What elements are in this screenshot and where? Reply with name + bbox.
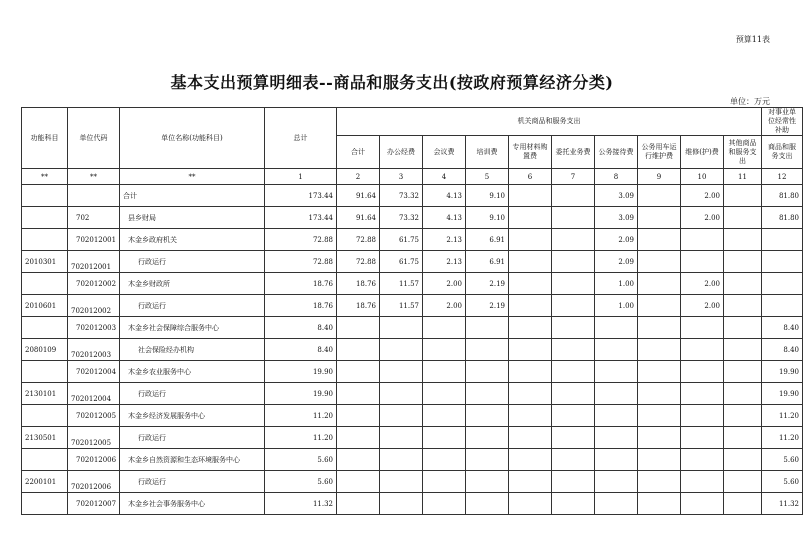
value-cell: 2.09 <box>595 251 638 273</box>
value-cell: 18.76 <box>337 295 380 317</box>
value-cell <box>337 493 380 515</box>
value-cell <box>681 229 724 251</box>
value-cell <box>724 449 762 471</box>
unit-code-cell: 702012006 <box>68 471 120 493</box>
value-cell <box>681 383 724 405</box>
header-sub: 专用材料购置费 <box>509 136 552 169</box>
index-cell: 4 <box>423 169 466 185</box>
unit-code-cell: 702012002 <box>68 295 120 317</box>
value-cell: 9.10 <box>466 207 509 229</box>
unit-code-cell: 702012006 <box>68 449 120 471</box>
header-sub: 办公经费 <box>380 136 423 169</box>
value-cell <box>509 295 552 317</box>
value-cell: 19.90 <box>762 361 803 383</box>
index-cell: 7 <box>552 169 595 185</box>
value-cell <box>423 383 466 405</box>
header-sub: 合计 <box>337 136 380 169</box>
value-cell <box>762 251 803 273</box>
value-cell <box>552 383 595 405</box>
table-row <box>22 251 803 273</box>
table-row <box>22 471 803 493</box>
value-cell: 4.13 <box>423 185 466 207</box>
value-cell <box>595 493 638 515</box>
total-cell: 72.88 <box>265 251 337 273</box>
value-cell <box>552 493 595 515</box>
value-cell <box>681 427 724 449</box>
func-code-cell: 2130101 <box>22 383 68 405</box>
index-cell: 12 <box>762 169 803 185</box>
unit-name-cell: 木金乡农业服务中心 <box>120 361 265 383</box>
table-row <box>22 207 803 229</box>
value-cell <box>337 361 380 383</box>
value-cell <box>681 471 724 493</box>
value-cell <box>380 449 423 471</box>
table-row <box>22 493 803 515</box>
value-cell <box>638 427 681 449</box>
table-row <box>22 229 803 251</box>
value-cell <box>724 339 762 361</box>
value-cell: 3.09 <box>595 207 638 229</box>
header-total: 总计 <box>265 108 337 169</box>
total-cell: 11.20 <box>265 427 337 449</box>
value-cell <box>681 251 724 273</box>
table-row <box>22 273 803 295</box>
value-cell <box>466 449 509 471</box>
value-cell <box>552 229 595 251</box>
unit-code-cell: 702 <box>68 207 120 229</box>
unit-code-cell: 702012005 <box>68 405 120 427</box>
unit-code-cell: 702012004 <box>68 383 120 405</box>
table-row <box>22 317 803 339</box>
header-sub: 会议费 <box>423 136 466 169</box>
value-cell <box>681 405 724 427</box>
unit-code-cell: 702012001 <box>68 229 120 251</box>
page-title: 基本支出预算明细表--商品和服务支出(按政府预算经济分类) <box>170 73 614 92</box>
table-row <box>22 339 803 361</box>
value-cell <box>466 317 509 339</box>
value-cell <box>724 185 762 207</box>
value-cell: 11.57 <box>380 273 423 295</box>
value-cell <box>552 251 595 273</box>
value-cell: 61.75 <box>380 251 423 273</box>
table-row <box>22 405 803 427</box>
total-cell: 19.90 <box>265 383 337 405</box>
value-cell <box>509 185 552 207</box>
index-cell: 1 <box>265 169 337 185</box>
value-cell <box>423 493 466 515</box>
unit-name-cell: 县乡财局 <box>120 207 265 229</box>
value-cell: 11.20 <box>762 405 803 427</box>
unit-name-cell: 合计 <box>120 185 265 207</box>
value-cell <box>423 471 466 493</box>
value-cell <box>724 361 762 383</box>
value-cell: 1.00 <box>595 273 638 295</box>
total-cell: 8.40 <box>265 317 337 339</box>
func-code-cell: 2080109 <box>22 339 68 361</box>
value-cell <box>595 317 638 339</box>
unit-name-cell: 木金乡财政所 <box>120 273 265 295</box>
value-cell: 2.19 <box>466 295 509 317</box>
value-cell <box>509 383 552 405</box>
value-cell: 2.00 <box>681 273 724 295</box>
value-cell <box>552 427 595 449</box>
total-cell: 19.90 <box>265 361 337 383</box>
unit-label: 单位：万元 <box>730 97 770 106</box>
value-cell <box>509 207 552 229</box>
unit-name-cell: 行政运行 <box>120 471 265 493</box>
table-row <box>22 185 803 207</box>
value-cell: 81.80 <box>762 207 803 229</box>
value-cell <box>724 229 762 251</box>
value-cell <box>466 493 509 515</box>
func-code-cell <box>22 493 68 515</box>
value-cell <box>638 339 681 361</box>
value-cell <box>509 405 552 427</box>
value-cell <box>638 405 681 427</box>
header-group-org-services: 机关商品和服务支出 <box>337 108 762 136</box>
value-cell: 1.00 <box>595 295 638 317</box>
value-cell: 73.32 <box>380 185 423 207</box>
value-cell <box>423 449 466 471</box>
value-cell <box>509 361 552 383</box>
func-code-cell: 2010601 <box>22 295 68 317</box>
value-cell: 2.19 <box>466 273 509 295</box>
value-cell <box>681 339 724 361</box>
value-cell: 2.00 <box>681 207 724 229</box>
index-cell: 2 <box>337 169 380 185</box>
value-cell <box>552 361 595 383</box>
value-cell <box>724 251 762 273</box>
value-cell <box>380 493 423 515</box>
unit-code-cell: 702012005 <box>68 427 120 449</box>
value-cell <box>509 493 552 515</box>
value-cell <box>724 471 762 493</box>
value-cell <box>681 361 724 383</box>
unit-code-cell: 702012007 <box>68 493 120 515</box>
value-cell <box>638 229 681 251</box>
value-cell <box>423 405 466 427</box>
value-cell <box>552 405 595 427</box>
value-cell: 8.40 <box>762 317 803 339</box>
func-code-cell <box>22 185 68 207</box>
index-cell: 8 <box>595 169 638 185</box>
total-cell: 72.88 <box>265 229 337 251</box>
total-cell: 11.32 <box>265 493 337 515</box>
value-cell <box>724 405 762 427</box>
index-cell: 10 <box>681 169 724 185</box>
value-cell <box>681 449 724 471</box>
index-cell: 3 <box>380 169 423 185</box>
value-cell: 2.13 <box>423 251 466 273</box>
value-cell: 3.09 <box>595 185 638 207</box>
table-row <box>22 449 803 471</box>
value-cell: 2.00 <box>423 273 466 295</box>
total-cell: 5.60 <box>265 449 337 471</box>
value-cell <box>724 317 762 339</box>
value-cell <box>466 383 509 405</box>
value-cell <box>380 361 423 383</box>
value-cell <box>423 317 466 339</box>
index-cell: ** <box>68 169 120 185</box>
unit-code-cell: 702012003 <box>68 317 120 339</box>
value-cell <box>724 427 762 449</box>
value-cell <box>595 405 638 427</box>
value-cell: 6.91 <box>466 229 509 251</box>
value-cell <box>552 273 595 295</box>
value-cell <box>337 317 380 339</box>
value-cell <box>638 251 681 273</box>
index-cell: 6 <box>509 169 552 185</box>
value-cell <box>724 493 762 515</box>
table-row <box>22 295 803 317</box>
table-row <box>22 383 803 405</box>
unit-code-cell: 702012001 <box>68 251 120 273</box>
value-cell <box>595 383 638 405</box>
value-cell <box>337 471 380 493</box>
unit-name-cell: 木金乡社会保障综合服务中心 <box>120 317 265 339</box>
value-cell: 8.40 <box>762 339 803 361</box>
unit-name-cell: 社会保险经办机构 <box>120 339 265 361</box>
func-code-cell <box>22 207 68 229</box>
value-cell: 5.60 <box>762 449 803 471</box>
value-cell <box>638 317 681 339</box>
value-cell <box>552 339 595 361</box>
value-cell <box>337 339 380 361</box>
header-unit-code: 单位代码 <box>68 108 120 169</box>
table-row <box>22 427 803 449</box>
header-sub: 公务用车运行维护费 <box>638 136 681 169</box>
unit-code-cell: 702012004 <box>68 361 120 383</box>
value-cell <box>380 405 423 427</box>
value-cell <box>380 383 423 405</box>
value-cell <box>595 339 638 361</box>
value-cell <box>762 295 803 317</box>
value-cell: 2.00 <box>681 295 724 317</box>
value-cell <box>595 471 638 493</box>
value-cell <box>638 273 681 295</box>
value-cell: 6.91 <box>466 251 509 273</box>
func-code-cell: 2200101 <box>22 471 68 493</box>
func-code-cell <box>22 405 68 427</box>
total-cell: 18.76 <box>265 273 337 295</box>
header-sub: 维修(护)费 <box>681 136 724 169</box>
unit-code-cell: 702012003 <box>68 339 120 361</box>
value-cell <box>638 361 681 383</box>
value-cell <box>466 339 509 361</box>
total-cell: 18.76 <box>265 295 337 317</box>
value-cell: 11.57 <box>380 295 423 317</box>
value-cell <box>638 493 681 515</box>
value-cell <box>337 449 380 471</box>
total-cell: 8.40 <box>265 339 337 361</box>
value-cell <box>638 383 681 405</box>
value-cell <box>466 471 509 493</box>
value-cell <box>638 449 681 471</box>
value-cell: 91.64 <box>337 185 380 207</box>
value-cell <box>380 317 423 339</box>
unit-name-cell: 木金乡经济发展服务中心 <box>120 405 265 427</box>
value-cell: 9.10 <box>466 185 509 207</box>
value-cell <box>638 471 681 493</box>
index-cell: 11 <box>724 169 762 185</box>
unit-name-cell: 行政运行 <box>120 383 265 405</box>
value-cell <box>466 405 509 427</box>
unit-name-cell: 行政运行 <box>120 427 265 449</box>
value-cell: 72.88 <box>337 229 380 251</box>
value-cell: 81.80 <box>762 185 803 207</box>
value-cell: 2.13 <box>423 229 466 251</box>
value-cell: 18.76 <box>337 273 380 295</box>
value-cell: 61.75 <box>380 229 423 251</box>
value-cell: 2.00 <box>423 295 466 317</box>
value-cell <box>552 207 595 229</box>
value-cell <box>509 251 552 273</box>
value-cell <box>552 185 595 207</box>
value-cell <box>380 339 423 361</box>
value-cell <box>724 273 762 295</box>
func-code-cell <box>22 317 68 339</box>
value-cell <box>509 339 552 361</box>
unit-name-cell: 木金乡政府机关 <box>120 229 265 251</box>
unit-code-cell <box>68 185 120 207</box>
unit-name-cell: 行政运行 <box>120 295 265 317</box>
header-sub: 委托业务费 <box>552 136 595 169</box>
value-cell <box>509 427 552 449</box>
value-cell: 72.88 <box>337 251 380 273</box>
value-cell: 11.20 <box>762 427 803 449</box>
value-cell <box>638 185 681 207</box>
value-cell <box>466 361 509 383</box>
value-cell <box>509 317 552 339</box>
total-cell: 173.44 <box>265 185 337 207</box>
unit-name-cell: 行政运行 <box>120 251 265 273</box>
value-cell: 4.13 <box>423 207 466 229</box>
value-cell <box>509 273 552 295</box>
value-cell <box>724 207 762 229</box>
value-cell <box>423 427 466 449</box>
value-cell <box>552 295 595 317</box>
func-code-cell <box>22 449 68 471</box>
func-code-cell <box>22 361 68 383</box>
func-code-cell <box>22 229 68 251</box>
form-number-tag: 预算11表 <box>735 35 770 44</box>
total-cell: 11.20 <box>265 405 337 427</box>
value-cell: 5.60 <box>762 471 803 493</box>
value-cell <box>337 405 380 427</box>
header-sub: 培训费 <box>466 136 509 169</box>
value-cell <box>595 427 638 449</box>
value-cell <box>423 361 466 383</box>
func-code-cell: 2010301 <box>22 251 68 273</box>
value-cell: 2.09 <box>595 229 638 251</box>
value-cell: 19.90 <box>762 383 803 405</box>
func-code-cell: 2130501 <box>22 427 68 449</box>
value-cell <box>552 317 595 339</box>
value-cell <box>380 427 423 449</box>
value-cell <box>595 449 638 471</box>
total-cell: 5.60 <box>265 471 337 493</box>
value-cell: 91.64 <box>337 207 380 229</box>
header-sub: 其他商品和服务支出 <box>724 136 762 169</box>
table-row <box>22 361 803 383</box>
header-extra-subsidy: 对事业单位经常性补助 <box>762 108 803 136</box>
value-cell: 2.00 <box>681 185 724 207</box>
func-code-cell <box>22 273 68 295</box>
unit-name-cell: 木金乡自然资源和生态环境服务中心 <box>120 449 265 471</box>
value-cell <box>681 317 724 339</box>
value-cell <box>724 295 762 317</box>
value-cell <box>681 493 724 515</box>
total-cell: 173.44 <box>265 207 337 229</box>
value-cell <box>380 471 423 493</box>
value-cell <box>552 471 595 493</box>
value-cell: 11.32 <box>762 493 803 515</box>
value-cell <box>466 427 509 449</box>
value-cell <box>423 339 466 361</box>
index-cell: 5 <box>466 169 509 185</box>
index-cell: 9 <box>638 169 681 185</box>
unit-code-cell: 702012002 <box>68 273 120 295</box>
value-cell: 73.32 <box>380 207 423 229</box>
value-cell <box>762 273 803 295</box>
value-cell <box>638 295 681 317</box>
index-cell: ** <box>22 169 68 185</box>
value-cell <box>762 229 803 251</box>
budget-table <box>21 107 803 515</box>
header-func-code: 功能科目 <box>22 108 68 169</box>
header-sub: 公务接待费 <box>595 136 638 169</box>
value-cell <box>509 449 552 471</box>
value-cell <box>337 427 380 449</box>
value-cell <box>509 229 552 251</box>
value-cell <box>337 383 380 405</box>
value-cell <box>552 449 595 471</box>
value-cell <box>638 207 681 229</box>
header-sub: 商品和服务支出 <box>762 136 803 169</box>
value-cell <box>724 383 762 405</box>
header-unit-name: 单位名称(功能科目) <box>120 108 265 169</box>
value-cell <box>595 361 638 383</box>
unit-name-cell: 木金乡社会事务服务中心 <box>120 493 265 515</box>
value-cell <box>509 471 552 493</box>
index-cell: ** <box>120 169 265 185</box>
